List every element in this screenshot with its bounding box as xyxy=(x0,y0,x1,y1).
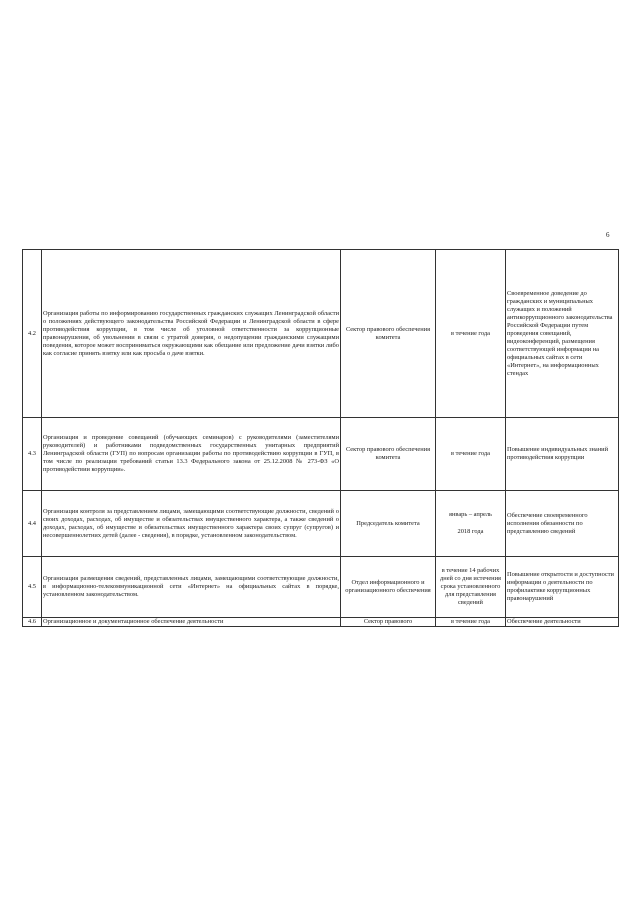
deadline-period: январь – апрель xyxy=(449,511,492,518)
measure-description: Организация и проведение совещаний (обучающих семинаров) с руководителями (заместителями руководителей) и работниками подведомственных государственных унитарных предприятий Ленинградской области (ГУП) по вопросам организации работы по противодействию коррупции в ГУП, в том числе по реализации требований статьи 13.3 Федерального закона от 25.12.2008 № 273-ФЗ «О противодействии коррупции». xyxy=(42,418,341,491)
table-row xyxy=(23,491,619,557)
expected-result: Обеспечение своевременного исполнения обязанности по представлению сведений xyxy=(506,491,619,557)
deadline: в течение года xyxy=(436,618,506,627)
responsible-unit: Сектор правового обеспечения комитета xyxy=(341,250,436,418)
responsible-unit: Сектор правового обеспечения комитета xyxy=(341,418,436,491)
expected-result: Своевременное доведение до гражданских и муниципальных служащих и положений антикоррупционного законодательства Российской Федерации путем проведения совещаний, видеоконференций, размещения соответствующей информации на официальных сайтах в сети «Интернет», на информационных стендах xyxy=(506,250,619,418)
plan-table xyxy=(22,249,619,627)
row-number: 4.2 xyxy=(23,250,42,418)
deadline: в течение года xyxy=(436,250,506,418)
measure-description: Организация контроля за представлением лицами, замещающими соответствующие должности, сведений о своих доходах, расходах, об имуществе и обязательствах имущественного характера, а также сведений о доходах, расходах, об имуществе и обязательствах имущественного характера своих супруг (супругов) и несовершеннолетних детей (далее - сведения), в порядке, установленном законодательством. xyxy=(42,491,341,557)
deadline-year: 2018 года xyxy=(457,528,484,535)
table-row xyxy=(23,418,619,491)
deadline: в течение года xyxy=(436,418,506,491)
deadline xyxy=(436,491,506,557)
row-number: 4.4 xyxy=(23,491,42,557)
page-number: 6 xyxy=(606,231,610,239)
measure-description: Организация размещения сведений, представленных лицами, замещающими соответствующие должности, в информационно-телекоммуникационной сети «Интернет» на официальных сайтах в порядке, установленном законодательством. xyxy=(42,557,341,618)
table-row xyxy=(23,557,619,618)
responsible-unit: Председатель комитета xyxy=(341,491,436,557)
measure-description: Организация работы по информированию государственных гражданских служащих Ленинградской области о положениях действующего законодательства Российской Федерации и Ленинградской области в сфере противодействия коррупции, в том числе об уголовной ответственности за коррупционные правонарушения, об увольнении в связи с утратой доверия, о недопущении гражданскими служащими поведения, которое может восприниматься окружающими как обещание или предложение дачи взятки либо как согласие принять взятку или как просьба о даче взятки. xyxy=(42,250,341,418)
table-row xyxy=(23,618,619,627)
deadline: в течение 14 рабочих дней со дня истечения срока установленного для представления сведений xyxy=(436,557,506,618)
row-number: 4.3 xyxy=(23,418,42,491)
row-number: 4.5 xyxy=(23,557,42,618)
expected-result: Повышение открытости и доступности информации о деятельности по профилактике коррупционных правонарушений xyxy=(506,557,619,618)
row-number: 4.6 xyxy=(23,618,42,627)
responsible-unit: Отдел информационного и организационного обеспечения xyxy=(341,557,436,618)
measure-description: Организационное и документационное обеспечение деятельности xyxy=(42,618,341,627)
responsible-unit: Сектор правового xyxy=(341,618,436,627)
table-row xyxy=(23,250,619,418)
expected-result: Повышение индивидуальных знаний противодействия коррупции xyxy=(506,418,619,491)
expected-result: Обеспечение деятельности xyxy=(506,618,619,627)
